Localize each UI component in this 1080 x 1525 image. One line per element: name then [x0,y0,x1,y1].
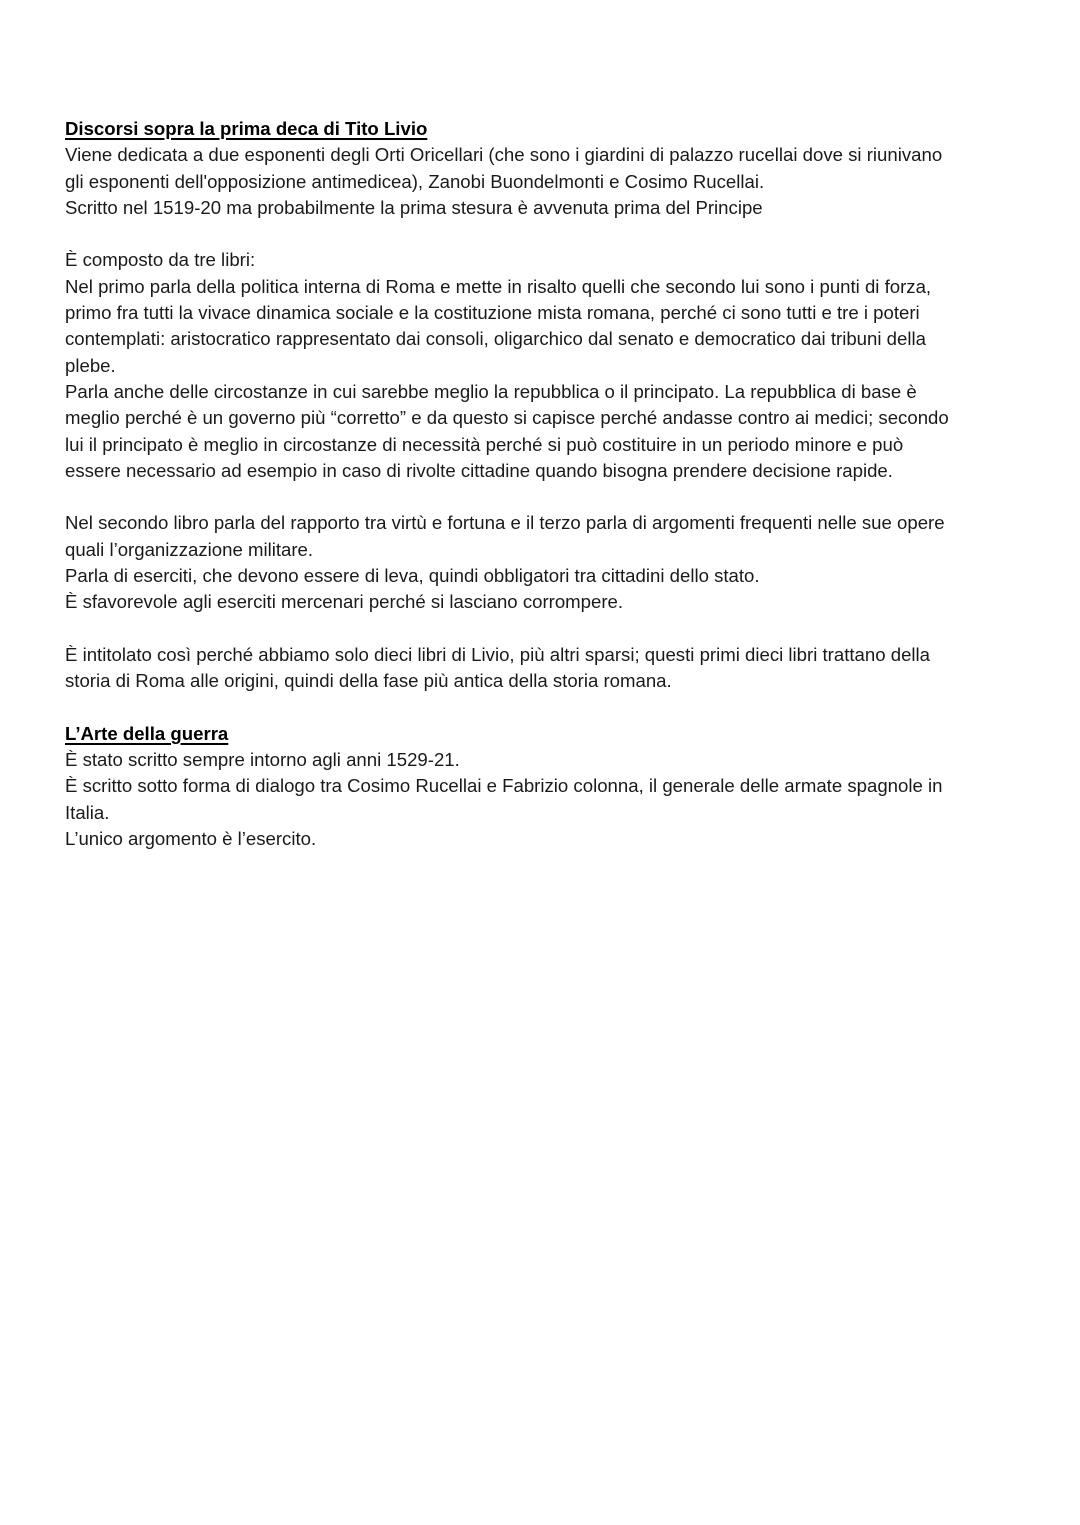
paragraph-spacer [65,695,1025,721]
text-line: Viene dedicata a due esponenti degli Orti Oricellari (che sono i giardini di palazzo rucellai dove si riunivano [65,144,943,166]
text-line: essere necessario ad esempio in caso di rivolte cittadine quando bisogna prendere decisione rapide. [65,459,893,481]
section-heading-discorsi: Discorsi sopra la prima deca di Tito Livio [65,118,428,139]
document-page [65,116,1025,852]
section-heading-arte-della-guerra: L’Arte della guerra [65,722,229,744]
text-line: contemplati: aristocratico rappresentato dai consoli, oligarchico dal senato e democratico dai tribuni della [65,328,926,350]
text-line: Nel secondo libro parla del rapporto tra virtù e fortuna e il terzo parla di argomenti frequenti nelle sue opere [65,512,945,534]
text-line: meglio perché è un governo più “corretto” e da questo si capisce perché andasse contro ai medici; secondo [65,407,949,429]
text-line: quali l’organizzazione militare. [65,538,314,560]
text-line: storia di Roma alle origini, quindi della fase più antica della storia romana. [65,670,672,692]
text-line: È stato scritto sempre intorno agli anni 1529-21. [65,749,460,771]
text-line: plebe. [65,354,116,376]
text-line: Parla di eserciti, che devono essere di leva, quindi obbligatori tra cittadini dello stato. [65,565,760,587]
paragraph-spacer [65,484,1025,510]
text-line: Scritto nel 1519-20 ma probabilmente la prima stesura è avvenuta prima del Principe [65,196,763,218]
text-line: Italia. [65,801,110,823]
text-line: primo fra tutti la vivace dinamica sociale e la costituzione mista romana, perché ci sono tutti e tre i poteri [65,302,920,324]
paragraph-spacer [65,221,1025,247]
text-line: È intitolato così perché abbiamo solo dieci libri di Livio, più altri sparsi; questi primi dieci libri trattano della [65,643,931,665]
text-line: È scritto sotto forma di dialogo tra Cosimo Rucellai e Fabrizio colonna, il generale delle armate spagnole in [65,775,943,797]
paragraph-spacer [65,616,1025,642]
text-line: Nel primo parla della politica interna di Roma e mette in risalto quelli che secondo lui sono i punti di forza, [65,275,932,297]
text-line: L’unico argomento è l’esercito. [65,828,317,850]
text-line: È composto da tre libri: [65,249,256,271]
text-line: gli esponenti dell'opposizione antimedicea), Zanobi Buondelmonti e Cosimo Rucellai. [65,170,765,192]
text-line: Parla anche delle circostanze in cui sarebbe meglio la repubblica o il principato. La repubblica di base è [65,380,917,402]
text-line: lui il principato è meglio in circostanze di necessità perché si può costituire in un periodo minore e può [65,433,904,455]
text-line: È sfavorevole agli eserciti mercenari perché si lasciano corrompere. [65,591,624,613]
